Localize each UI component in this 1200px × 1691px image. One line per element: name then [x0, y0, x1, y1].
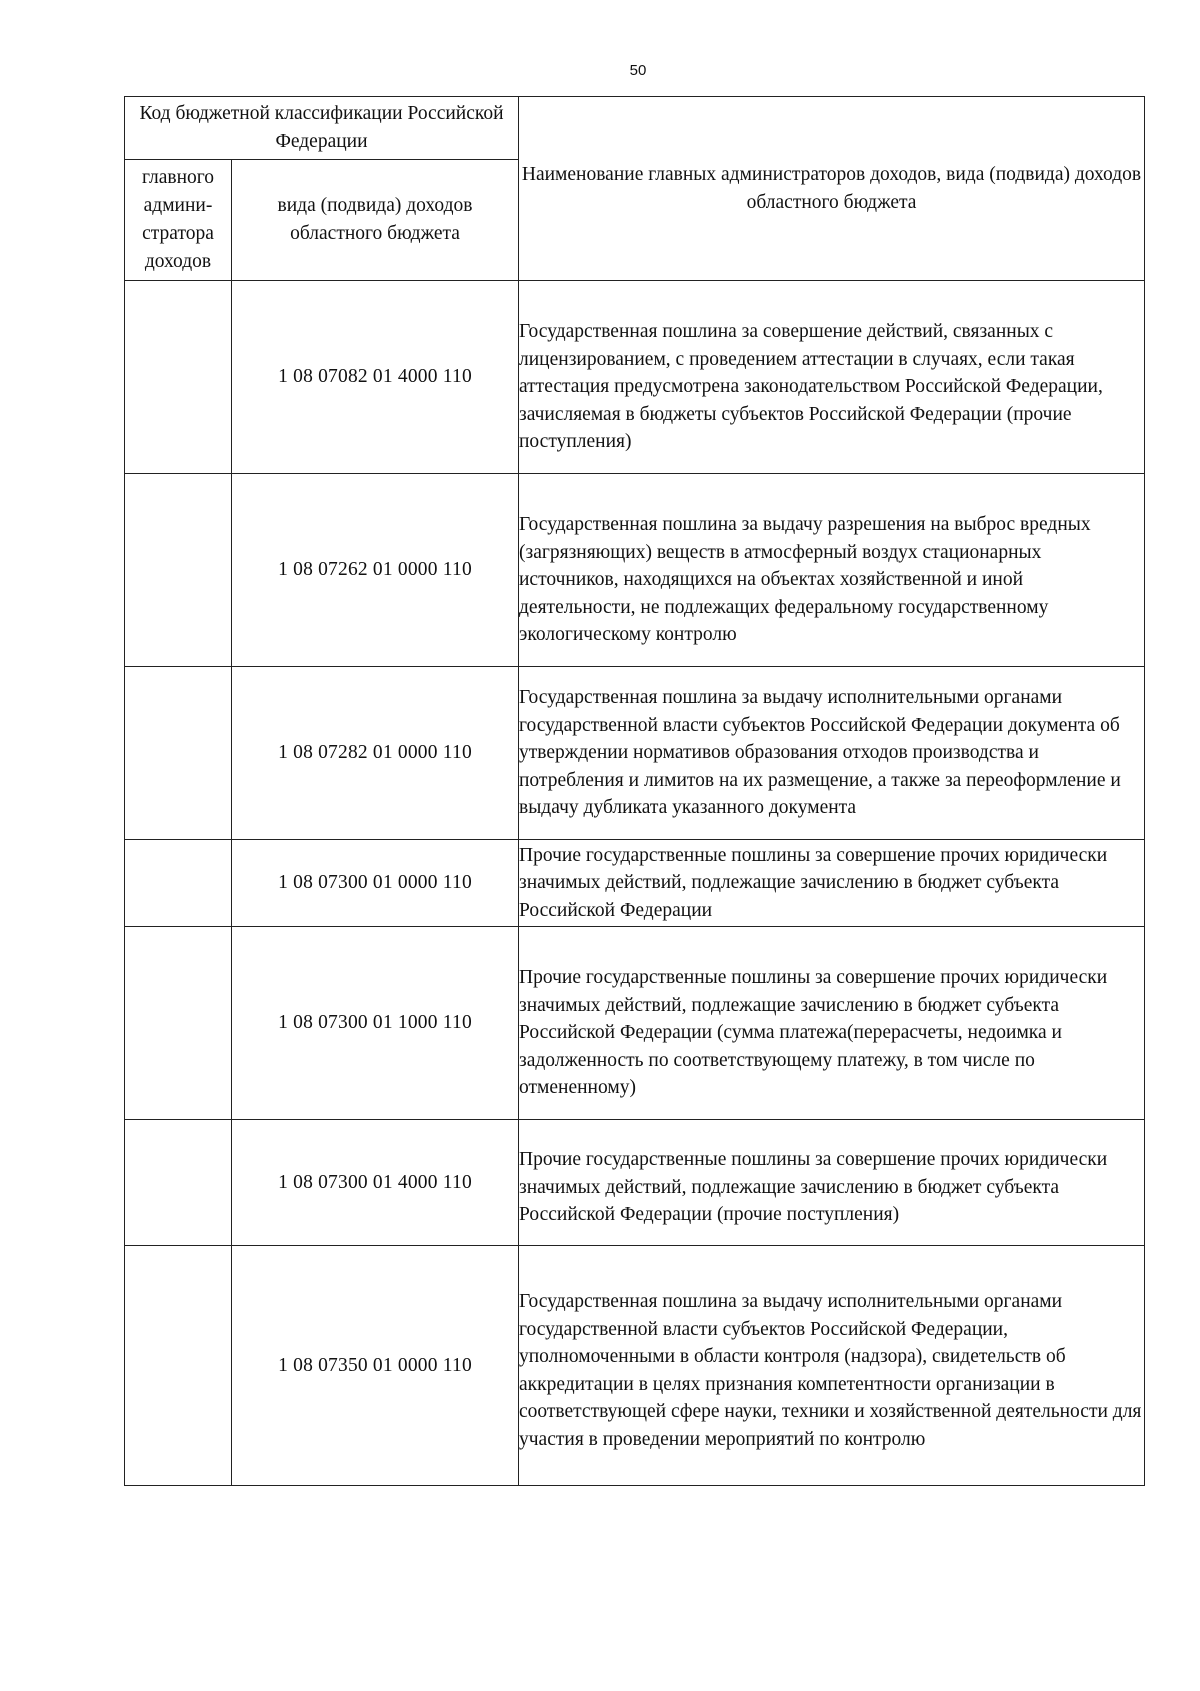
admin-code-cell: [125, 1120, 232, 1246]
budget-classification-table: [124, 96, 1145, 1486]
table-row: [125, 281, 1145, 474]
admin-code-cell: [125, 840, 232, 927]
income-code-cell: 1 08 07082 01 4000 110: [232, 281, 519, 474]
table-row: [125, 840, 1145, 927]
table-row: [125, 1120, 1145, 1246]
income-code-cell: 1 08 07282 01 0000 110: [232, 667, 519, 840]
income-code-cell: 1 08 07300 01 1000 110: [232, 927, 519, 1120]
income-name-cell: Прочие государственные пошлины за совершение прочих юридически значимых действий, подлежащие зачислению в бюджет субъекта Российской Федерации: [519, 840, 1145, 927]
income-name-cell: Государственная пошлина за совершение действий, связанных с лицензированием, с проведением аттестации в случаях, если такая аттестация предусмотрена законодательством Российской Федерации, зачисляемая в бюджеты субъектов Российской Федерации (прочие поступления): [519, 281, 1145, 474]
income-code-cell: 1 08 07262 01 0000 110: [232, 474, 519, 667]
header-income-kind-code: вида (подвида) доходов областного бюджета: [232, 160, 519, 281]
income-name-cell: Прочие государственные пошлины за совершение прочих юридически значимых действий, подлежащие зачислению в бюджет субъекта Российской Федерации (прочие поступления): [519, 1120, 1145, 1246]
admin-code-cell: [125, 927, 232, 1120]
table-row: [125, 927, 1145, 1120]
header-name: Наименование главных администраторов доходов, вида (подвида) доходов областного бюджета: [519, 97, 1145, 281]
header-budget-code-group: Код бюджетной классификации Российской Федерации: [125, 97, 519, 160]
income-name-cell: Государственная пошлина за выдачу исполнительными органами государственной власти субъектов Российской Федерации, уполномоченными в области контроля (надзора), свидетельств об аккредитации в целях признания компетентности организации в соответствующей сфере науки, техники и хозяйственной деятельности для участия в проведении мероприятий по контролю: [519, 1246, 1145, 1486]
header-admin-code: главного админи-стратора доходов: [125, 160, 232, 281]
admin-code-cell: [125, 474, 232, 667]
table-row: [125, 1246, 1145, 1486]
admin-code-cell: [125, 1246, 232, 1486]
table-row: [125, 474, 1145, 667]
income-code-cell: 1 08 07300 01 0000 110: [232, 840, 519, 927]
table-row: [125, 667, 1145, 840]
income-name-cell: Прочие государственные пошлины за совершение прочих юридически значимых действий, подлежащие зачислению в бюджет субъекта Российской Федерации (сумма платежа(перерасчеты, недоимка и задолженность по соответствующему платежу, в том числе по отмененному): [519, 927, 1145, 1120]
income-code-cell: 1 08 07300 01 4000 110: [232, 1120, 519, 1246]
page-number: 50: [629, 62, 647, 79]
admin-code-cell: [125, 281, 232, 474]
income-code-cell: 1 08 07350 01 0000 110: [232, 1246, 519, 1486]
admin-code-cell: [125, 667, 232, 840]
income-name-cell: Государственная пошлина за выдачу исполнительными органами государственной власти субъектов Российской Федерации документа об утверждении нормативов образования отходов производства и потребления и лимитов на их размещение, а также за переоформление и выдачу дубликата указанного документа: [519, 667, 1145, 840]
income-name-cell: Государственная пошлина за выдачу разрешения на выброс вредных (загрязняющих) веществ в атмосферный воздух стационарных источников, находящихся на объектах хозяйственной и иной деятельности, не подлежащих федеральному государственному экологическому контролю: [519, 474, 1145, 667]
